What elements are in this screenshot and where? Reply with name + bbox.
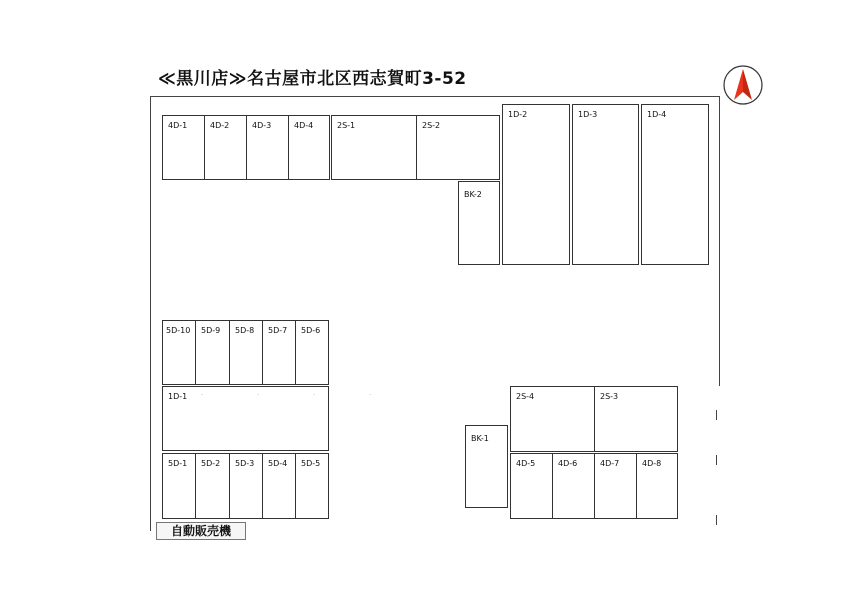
parking-space[interactable] [204,115,247,180]
compass-n-label: N [745,71,750,78]
parking-space[interactable] [195,453,230,519]
parking-space[interactable] [572,104,639,265]
parking-space[interactable] [416,115,500,180]
space-label: 4D-6 [558,459,578,468]
parking-space[interactable] [229,320,263,385]
parking-space[interactable] [502,104,570,265]
parking-space[interactable] [229,453,263,519]
space-label: 5D-4 [268,459,288,468]
parking-space[interactable] [246,115,289,180]
parking-space[interactable] [510,453,553,519]
lot-boundary-right [719,96,720,386]
space-label: 4D-2 [210,121,230,130]
space-label: 2S-2 [422,121,441,130]
parking-space[interactable] [162,453,196,519]
boundary-tick [716,455,717,465]
parking-space[interactable] [262,453,296,519]
lot-boundary-left [150,96,151,531]
space-label: 1D-2 [508,110,528,119]
page-title: ≪黒川店≫名古屋市北区西志賀町3-52 [158,69,467,89]
parking-space[interactable] [641,104,709,265]
space-label: 5D-2 [201,459,221,468]
space-label: 5D-1 [168,459,188,468]
parking-space[interactable] [594,386,678,452]
space-label: 4D-8 [642,459,662,468]
parking-space[interactable] [162,320,196,385]
space-label: 5D-7 [268,326,288,335]
parking-space[interactable] [195,320,230,385]
bike-space[interactable] [465,425,508,508]
space-label: 5D-10 [166,326,191,335]
boundary-tick [716,515,717,525]
parking-space[interactable] [162,386,398,451]
space-label: 4D-3 [252,121,272,130]
space-label: 1D-1 [168,392,188,401]
space-label: 4D-5 [516,459,536,468]
space-label: 2S-4 [516,392,535,401]
space-label: BK-1 [471,434,489,443]
faded-marks: - - - - [201,391,398,398]
parking-space[interactable] [594,453,637,519]
space-label: 5D-5 [301,459,321,468]
lot-boundary-top [150,96,720,97]
space-label: 5D-8 [235,326,255,335]
parking-space[interactable] [295,453,329,519]
bike-space[interactable] [458,181,500,265]
space-label: 1D-3 [578,110,598,119]
space-label: 5D-9 [201,326,221,335]
parking-space[interactable] [510,386,595,452]
space-label: BK-2 [464,190,482,199]
space-label: 5D-3 [235,459,255,468]
parking-space[interactable] [162,115,205,180]
parking-space[interactable] [262,320,296,385]
vending-machine-label: 自動販売機 [156,522,246,540]
space-label: 1D-4 [647,110,667,119]
parking-space[interactable] [636,453,678,519]
space-label: 2S-1 [337,121,356,130]
north-arrow-icon [722,64,764,106]
space-label: 4D-4 [294,121,314,130]
space-label: 2S-3 [600,392,619,401]
space-label: 4D-7 [600,459,620,468]
parking-space[interactable] [295,320,329,385]
parking-space[interactable] [552,453,595,519]
parking-space[interactable] [331,115,417,180]
space-label: 4D-1 [168,121,188,130]
boundary-tick [716,410,717,420]
parking-space[interactable] [288,115,330,180]
space-label: 5D-6 [301,326,321,335]
